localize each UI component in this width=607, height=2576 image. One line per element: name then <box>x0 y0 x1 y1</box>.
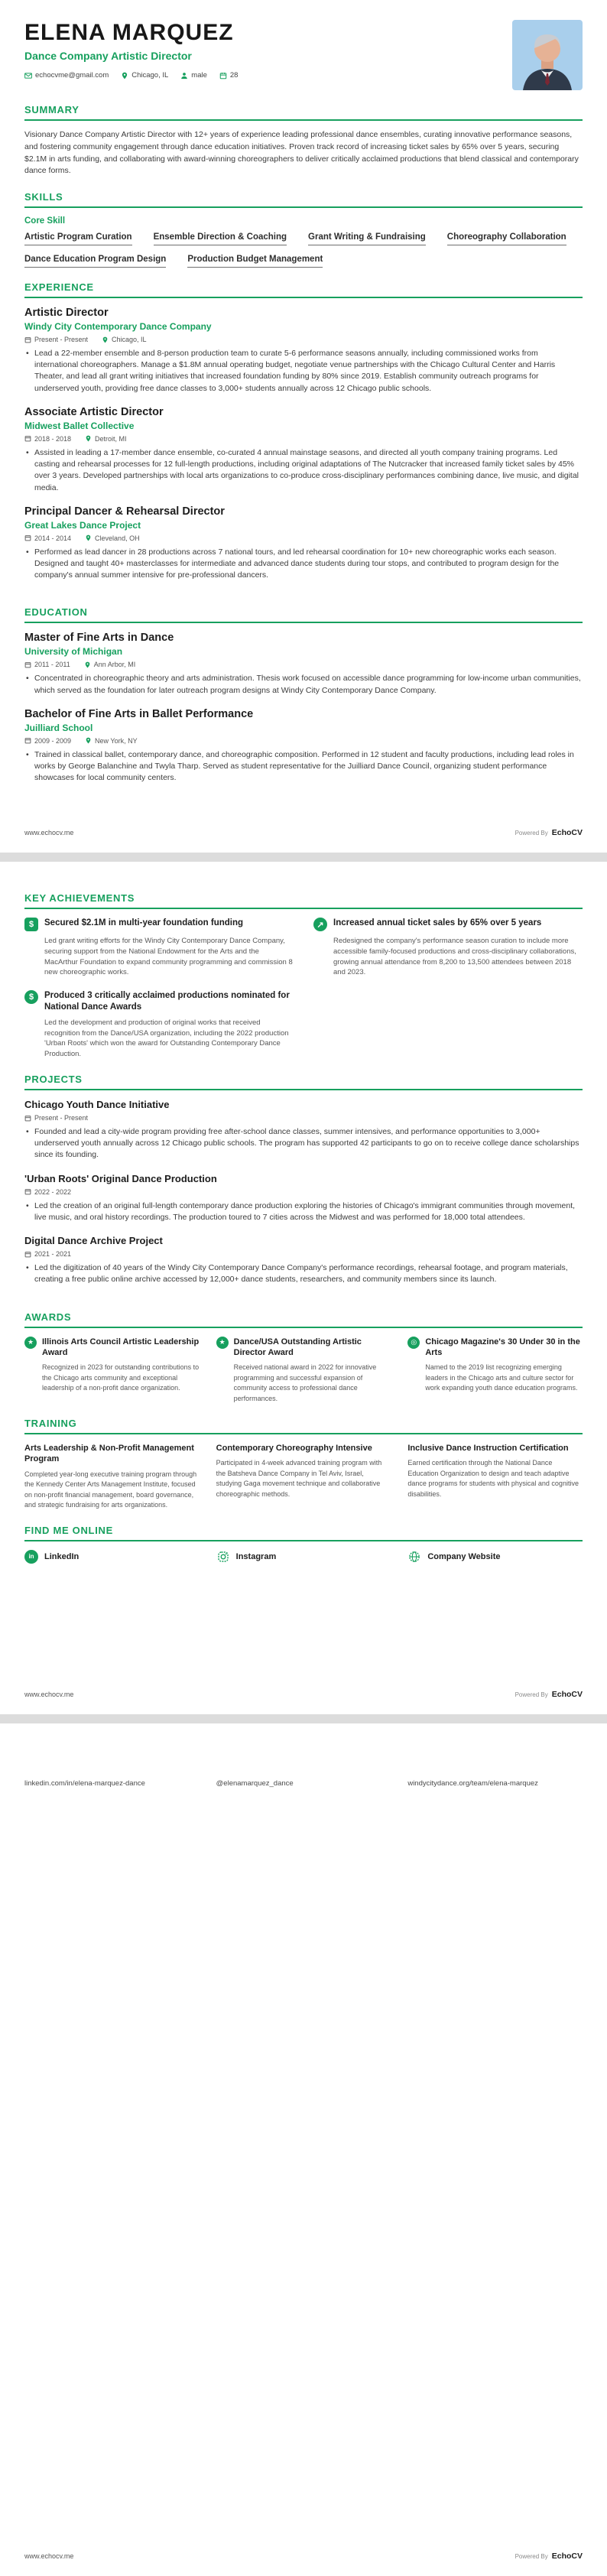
job-bullet: • Performed as lead dancer in 28 productions across 7 national tours, and led rehearsal coordination for 10+ new choreographic works each season. Designed and taught 40+ masterclasses for intermediate and advanced dance students during tour stops, and contributed to program design for the company's annual summer intensive for pre-professional dancers. <box>24 547 583 582</box>
awards-heading: AWARDS <box>24 1311 583 1328</box>
footer-powered-by <box>515 2552 583 2561</box>
education-bullet: • Concentrated in choreographic theory and arts administration. Thesis work focused on accessible dance programming for low-income urban communities, which served as the foundation for later outreach program designs at Windy City Contemporary Dance Company. <box>24 673 583 696</box>
training-body: Completed year-long executive training program through the Kennedy Center Arts Management Institute, focused on non-profit financial management, board governance, and strategic fundraising for arts organizations. <box>24 1470 197 1509</box>
summary-text: Visionary Dance Company Artistic Director with 12+ years of experience leading professional dance ensembles, curating innovative performance seasons, and fostering community engagement through dance education initiatives. Proven track record of increasing ticket sales by 65% over 5 years, securing $2.1M in arts funding, and collaborating with award-winning choreographers to deliver critically acclaimed productions that blend classical and contemporary dance forms. <box>24 130 579 176</box>
skill-item: Production Budget Management <box>187 255 323 268</box>
section-projects <box>24 1074 583 1298</box>
project-title: 'Urban Roots' Original Dance Production <box>24 1172 217 1184</box>
job-bullet: • Lead a 22-member ensemble and 8-person production team to curate 5-6 performance seasons annually, including commissioned works from international choreographers. Manage a $1.8M annual operating budget, negotiate venue partnerships with the Chicago Cultural Center and Harris Theater, and lead all grant writing initiatives that increased foundation funding by 80% since 2019. Establish community outreach programs for underserved youth, providing free dance classes to 3,000+ students annually across 12 Chicago public schools. <box>24 348 583 395</box>
page-footer <box>0 813 607 853</box>
training-title: Arts Leadership & Non-Profit Management Program <box>24 1444 194 1464</box>
training-body: Earned certification through the National Dance Education Organization to design and teach adaptive dance programs for students with physical and cognitive disabilities. <box>407 1459 579 1498</box>
job-title: Artistic Director <box>24 307 109 319</box>
section-awards <box>24 1311 583 1405</box>
badge-icon: ◎ <box>407 1337 420 1349</box>
achievement-title: Secured $2.1M in multi-year foundation funding <box>44 918 244 927</box>
achievement-body: Led the development and production of original works that received recognition from the Dance/USA organization, including the 2022 production 'Urban Roots' which won the award for Outstanding Contemporary Dance Production. <box>44 1018 289 1059</box>
training-grid <box>24 1443 583 1511</box>
achievements-grid <box>24 918 583 1060</box>
location-text: New York, NY <box>95 736 138 745</box>
training-heading: TRAINING <box>24 1418 583 1434</box>
contact-gender <box>180 71 207 80</box>
award-title: Dance/USA Outstanding Artistic Director Award <box>233 1337 362 1357</box>
section-key-achievements <box>24 892 583 1060</box>
calendar-icon <box>24 435 31 442</box>
entry-location <box>84 661 136 668</box>
experience-entry <box>24 307 583 395</box>
project-title: Chicago Youth Dance Initiative <box>24 1099 170 1110</box>
contact-age <box>219 71 239 80</box>
key-achievements-heading: KEY ACHIEVEMENTS <box>24 892 583 909</box>
company-website-url[interactable]: windycitydance.org/team/elena-marquez <box>407 1779 538 1788</box>
footer-powered-prefix: Powered By <box>514 1691 548 1698</box>
experience-entry <box>24 505 583 582</box>
profile-photo <box>512 20 583 90</box>
footer-site-url: www.echocv.me <box>24 829 74 836</box>
linkedin-icon: in <box>24 1550 38 1564</box>
calendar-icon <box>24 534 31 541</box>
school-link: University of Michigan <box>24 646 123 658</box>
award-body: Received national award in 2022 for innovative programming and successful expansion of community access to professional dance performances. <box>233 1363 377 1402</box>
entry-meta <box>24 737 583 745</box>
contact-gender-text: male <box>191 71 207 80</box>
footer-powered-by <box>515 1690 583 1699</box>
experience-heading: EXPERIENCE <box>24 281 583 298</box>
location-text: Detroit, MI <box>95 434 127 443</box>
project-entry <box>24 1235 583 1285</box>
calendar-icon <box>24 1188 31 1195</box>
training-body: Participated in 4-week advanced training program with the Batsheva Dance Company in Tel Aviv, Israel, studying Gaga movement technique and collaborative choreographic methods. <box>216 1459 382 1498</box>
entry-meta <box>24 336 583 343</box>
page-footer <box>0 2536 607 2576</box>
contact-row <box>24 71 238 80</box>
date-text: 2022 - 2022 <box>34 1187 72 1196</box>
education-bullet: • Trained in classical ballet, contemporary dance, and choreographic composition. Performed in 12 student and faculty productions, including lead roles in works by George Balanchine and Twyla Tharp. Served as student representative for the Juilliard Dance Council, organizing student performance showcases for local community centers. <box>24 749 583 784</box>
location-pin-icon <box>85 534 92 541</box>
award-item <box>407 1337 583 1405</box>
project-bullet: • Led the creation of an original full-length contemporary dance production exploring the histories of Chicago's immigrant communities through movement, live music, and oral history recordings. The production toured to 7 cities across the Midwest and was performed for 18,000 total attendees. <box>24 1200 583 1223</box>
school-link: Juilliard School <box>24 722 93 733</box>
resume-page-3 <box>0 1723 607 2576</box>
skill-item: Ensemble Direction & Coaching <box>154 232 287 245</box>
achievement-item <box>313 918 583 978</box>
candidate-name: ELENA MARQUEZ <box>24 20 234 45</box>
location-pin-icon <box>102 336 109 343</box>
contact-location <box>121 71 168 80</box>
entry-meta <box>24 1250 583 1258</box>
education-heading: EDUCATION <box>24 606 583 623</box>
online-grid <box>24 1550 583 1564</box>
company-link: Midwest Ballet Collective <box>24 420 135 431</box>
date-range <box>24 435 71 443</box>
date-text: Present - Present <box>34 1114 89 1122</box>
resume-page-1 <box>0 0 607 853</box>
education-entry <box>24 708 583 784</box>
location-pin-icon <box>84 661 91 668</box>
degree-title: Bachelor of Fine Arts in Ballet Performance <box>24 707 254 720</box>
calendar-icon <box>24 336 31 343</box>
awards-grid <box>24 1337 583 1405</box>
company-link: Windy City Contemporary Dance Company <box>24 321 212 332</box>
achievement-body: Led grant writing efforts for the Windy City Contemporary Dance Company, securing support from the National Endowment for the Arts and the MacArthur Foundation to expand community programming and commission 8 new choreographic works. <box>44 937 293 977</box>
date-text: 2014 - 2014 <box>34 534 72 542</box>
entry-meta <box>24 661 583 668</box>
section-find-me-online <box>24 1525 583 1564</box>
online-profile-website[interactable] <box>407 1550 583 1564</box>
contact-location-text: Chicago, IL <box>131 71 169 80</box>
section-education <box>24 606 583 795</box>
section-skills <box>24 191 583 268</box>
contact-email-text: echocvme@gmail.com <box>35 71 109 80</box>
footer-powered-prefix: Powered By <box>514 830 548 836</box>
section-training <box>24 1418 583 1511</box>
contact-age-text: 28 <box>229 71 239 80</box>
section-summary <box>24 104 583 177</box>
online-urls-grid <box>24 1779 583 1789</box>
entry-meta <box>24 435 583 443</box>
degree-title: Master of Fine Arts in Dance <box>24 632 174 645</box>
project-bullet: • Founded and lead a city-wide program providing free after-school dance classes, summer intensives, and performance opportunities to 3,000+ underserved youth annually across 12 Chicago public schools. The program has supported 42 participants to go on to receive college dance scholarships since its founding. <box>24 1126 583 1161</box>
page-gap <box>0 853 607 862</box>
entry-meta <box>24 534 583 542</box>
ribbon-icon: ★ <box>24 1337 37 1349</box>
achievement-item <box>24 918 294 978</box>
award-title: Illinois Arts Council Artistic Leadership Award <box>42 1337 200 1357</box>
award-body: Named to the 2019 list recognizing emerging leaders in the Chicago arts and culture sector for work expanding youth dance education programs. <box>425 1363 578 1392</box>
calendar-icon <box>219 72 227 80</box>
award-body: Recognized in 2023 for outstanding contributions to the Chicago arts community and exceptional leadership of a non-profit dance organization. <box>42 1363 200 1392</box>
location-pin-icon <box>85 435 92 442</box>
date-text: 2018 - 2018 <box>34 434 72 443</box>
achievements-column-left <box>24 918 294 1060</box>
job-bullet: • Assisted in leading a 17-member dance ensemble, co-curated 4 annual mainstage seasons, and directed all youth company training programs. Led casting and rehearsal processes for 12 full-length productions, including original adaptations of The Nutcracker that increased family ticket sales by 45% over 3 years. Developed partnerships with local arts organizations to co-produce cross-disciplinary performances combining dance, live music, and digital media. <box>24 447 583 494</box>
location-text: Cleveland, OH <box>95 534 140 542</box>
entry-location <box>85 737 138 745</box>
entry-location <box>102 336 147 343</box>
online-profile-instagram[interactable] <box>216 1550 391 1564</box>
online-label: Instagram <box>235 1551 277 1561</box>
project-bullet: • Led the digitization of 40 years of the Windy City Contemporary Dance Company's performance recordings, rehearsal footage, and program materials, creating a free public online archive accessed by 12,000+ dance students, researchers, and community members since its launch. <box>24 1262 583 1285</box>
date-range <box>24 737 71 745</box>
person-icon <box>180 72 188 80</box>
entry-location <box>85 435 127 443</box>
entry-meta <box>24 1188 583 1196</box>
footer-site-url: www.echocv.me <box>24 2552 74 2560</box>
entry-meta <box>24 1114 583 1122</box>
footer-site-url: www.echocv.me <box>24 1691 74 1698</box>
achievements-column-right <box>313 918 583 1060</box>
date-range <box>24 534 71 542</box>
skill-item: Choreography Collaboration <box>447 232 566 245</box>
growth-icon: ↗ <box>313 918 327 931</box>
instagram-handle[interactable]: @elenamarquez_dance <box>216 1779 294 1788</box>
footer-brand: EchoCV <box>551 2552 583 2561</box>
footer-powered-prefix: Powered By <box>514 2553 548 2560</box>
footer-powered-by <box>515 828 583 837</box>
linkedin-url[interactable]: linkedin.com/in/elena-marquez-dance <box>24 1779 145 1788</box>
date-range <box>24 1250 71 1258</box>
calendar-icon <box>24 1251 31 1258</box>
date-range <box>24 661 70 668</box>
project-title: Digital Dance Archive Project <box>24 1235 163 1247</box>
training-title: Contemporary Choreography Intensive <box>216 1444 372 1454</box>
page-gap <box>0 1714 607 1723</box>
calendar-icon <box>24 661 31 668</box>
medal-icon: ★ <box>216 1337 229 1349</box>
award-item <box>216 1337 391 1405</box>
resume-page-2 <box>0 862 607 1714</box>
online-label: Company Website <box>427 1551 501 1561</box>
experience-entry <box>24 406 583 494</box>
summary-heading: SUMMARY <box>24 104 583 121</box>
page-footer <box>0 1675 607 1714</box>
calendar-icon <box>24 737 31 744</box>
instagram-icon <box>216 1550 230 1564</box>
training-title: Inclusive Dance Instruction Certification <box>407 1444 569 1454</box>
date-range <box>24 1114 88 1122</box>
location-pin-icon <box>85 737 92 744</box>
funding-icon: $ <box>24 918 38 931</box>
online-profile-linkedin[interactable] <box>24 1550 200 1564</box>
skill-item: Artistic Program Curation <box>24 232 132 245</box>
project-entry <box>24 1099 583 1161</box>
date-text: Present - Present <box>34 336 89 343</box>
location-pin-icon <box>121 72 128 80</box>
skills-list <box>24 232 583 268</box>
skill-item: Grant Writing & Fundraising <box>308 232 426 245</box>
date-text: 2011 - 2011 <box>34 661 70 669</box>
online-label: LinkedIn <box>44 1551 80 1561</box>
skills-heading: SKILLS <box>24 191 583 208</box>
date-text: 2021 - 2021 <box>34 1250 72 1259</box>
company-link: Great Lakes Dance Project <box>24 519 141 531</box>
project-entry <box>24 1173 583 1223</box>
section-experience <box>24 281 583 593</box>
skills-group-label: Core Skill <box>24 216 66 226</box>
award-item <box>24 1337 200 1405</box>
training-item <box>216 1443 391 1511</box>
location-text: Ann Arbor, MI <box>93 661 136 669</box>
training-item <box>407 1443 583 1511</box>
header-left <box>24 20 238 80</box>
date-range <box>24 336 88 343</box>
skill-item: Dance Education Program Design <box>24 255 166 268</box>
contact-email <box>24 71 109 80</box>
resume-header <box>24 20 583 90</box>
email-icon <box>24 72 32 80</box>
footer-brand: EchoCV <box>551 1690 583 1699</box>
entry-location <box>85 534 140 542</box>
find-me-online-heading: FIND ME ONLINE <box>24 1525 583 1541</box>
globe-icon <box>407 1550 421 1564</box>
projects-heading: PROJECTS <box>24 1074 583 1090</box>
achievement-title: Increased annual ticket sales by 65% over 5 years <box>333 918 542 927</box>
date-range <box>24 1188 71 1196</box>
calendar-icon <box>24 1115 31 1122</box>
achievement-body: Redesigned the company's performance season curation to include more accessible family-focused productions and cross-disciplinary collaborations, growing annual attendance from 8,200 to 13,500 attendees between 2018 and 2023. <box>333 937 576 977</box>
date-text: 2009 - 2009 <box>34 736 72 745</box>
footer-brand: EchoCV <box>551 828 583 837</box>
achievement-title: Produced 3 critically acclaimed productions nominated for National Dance Awards <box>44 991 290 1012</box>
award-icon: $ <box>24 990 38 1004</box>
achievement-item <box>24 990 294 1060</box>
education-entry <box>24 632 583 696</box>
location-text: Chicago, IL <box>112 336 147 343</box>
award-title: Chicago Magazine's 30 Under 30 in the Arts <box>425 1337 580 1357</box>
job-title: Principal Dancer & Rehearsal Director <box>24 505 225 518</box>
candidate-title: Dance Company Artistic Director <box>24 50 192 62</box>
job-title: Associate Artistic Director <box>24 405 164 418</box>
training-item <box>24 1443 200 1511</box>
